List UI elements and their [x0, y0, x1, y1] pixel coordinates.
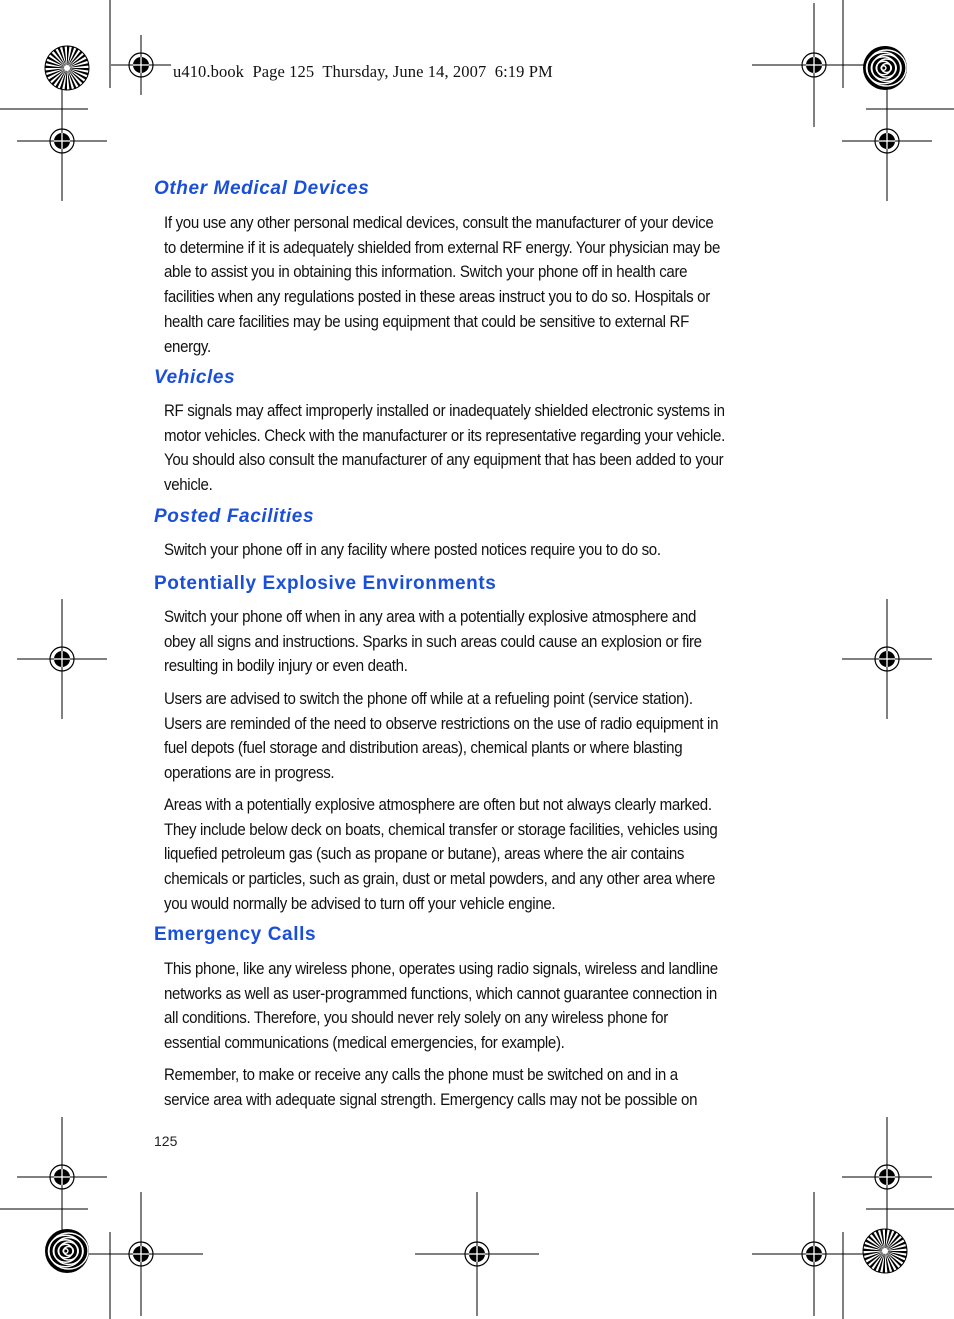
registration-moire-icon	[45, 1229, 89, 1273]
paragraph-explosive-2: Users are advised to switch the phone off while at a refueling point (service station). Users are reminded of the need to observe restrictions on the use of radio equipment in fuel depots (fuel storage and distribution areas), chemical plants or where blasting operations are in progress.	[164, 690, 719, 783]
registration-target-icon	[842, 599, 932, 719]
registration-target-icon	[842, 1117, 932, 1237]
registration-target-icon	[111, 35, 171, 95]
paragraph-other-medical-devices: If you use any other personal medical devices, consult the manufacturer of your device to determine if it is adequately shielded from external RF energy. Your physician may be able to assist you in obtaining this information. Switch your phone off in health care facilities when any regulations posted in these areas instruct you to do so. Hospitals or health care facilities may be using equipment that could be sensitive to external RF energy.	[164, 214, 721, 356]
paragraph-explosive-3: Areas with a potentially explosive atmosphere are often but not always clearly marked. They include below deck on boats, chemical transfer or storage facilities, vehicles using liquefied petroleum gas (such as propane or butane), areas where the air contains chemicals or particles, such as grain, dust or metal powders, and any other area where you would normally be advised to turn off your vehicle engine.	[164, 796, 718, 913]
registration-target-icon	[842, 81, 932, 201]
paragraph-emergency-2: Remember, to make or receive any calls the phone must be switched on and in a service area with adequate signal strength. Emergency calls may not be possible on	[164, 1066, 698, 1109]
heading-potentially-explosive: Potentially Explosive Environments	[154, 573, 497, 594]
heading-vehicles: Vehicles	[154, 367, 236, 388]
registration-moire-icon	[863, 46, 907, 90]
heading-emergency-calls: Emergency Calls	[154, 924, 317, 945]
page-number: 125	[154, 1133, 178, 1149]
print-slug: u410.book Page 125 Thursday, June 14, 2007 6:19 PM	[173, 62, 553, 81]
heading-other-medical-devices: Other Medical Devices	[154, 178, 370, 199]
heading-posted-facilities: Posted Facilities	[154, 506, 315, 527]
paragraph-explosive-1: Switch your phone off when in any area with a potentially explosive atmosphere and obey all signs and instructions. Sparks in such areas could cause an explosion or fire resulting in bodily injury or even death.	[164, 608, 702, 676]
registration-target-icon	[17, 81, 107, 201]
registration-target-icon	[752, 1192, 876, 1316]
registration-starburst-icon	[45, 46, 89, 90]
registration-target-icon	[17, 599, 107, 719]
paragraph-vehicles: RF signals may affect improperly installed or inadequately shielded electronic systems in motor vehicles. Check with the manufacturer or its representative regarding your vehicle. You should also consult the manufacturer of any equipment that has been added to your vehicle.	[164, 402, 725, 495]
registration-target-icon	[415, 1192, 539, 1316]
registration-target-icon	[17, 1117, 107, 1237]
registration-target-icon	[752, 3, 876, 127]
paragraph-posted-facilities: Switch your phone off in any facility where posted notices require you to do so.	[164, 541, 661, 559]
paragraph-emergency-1: This phone, like any wireless phone, operates using radio signals, wireless and landline networks as well as user-programmed functions, which cannot guarantee connection in all conditions. Therefore, you should never rely solely on any wireless phone for essential communications (medical emergencies, for example).	[164, 960, 718, 1053]
registration-target-icon	[79, 1192, 203, 1316]
registration-starburst-icon	[863, 1229, 907, 1273]
